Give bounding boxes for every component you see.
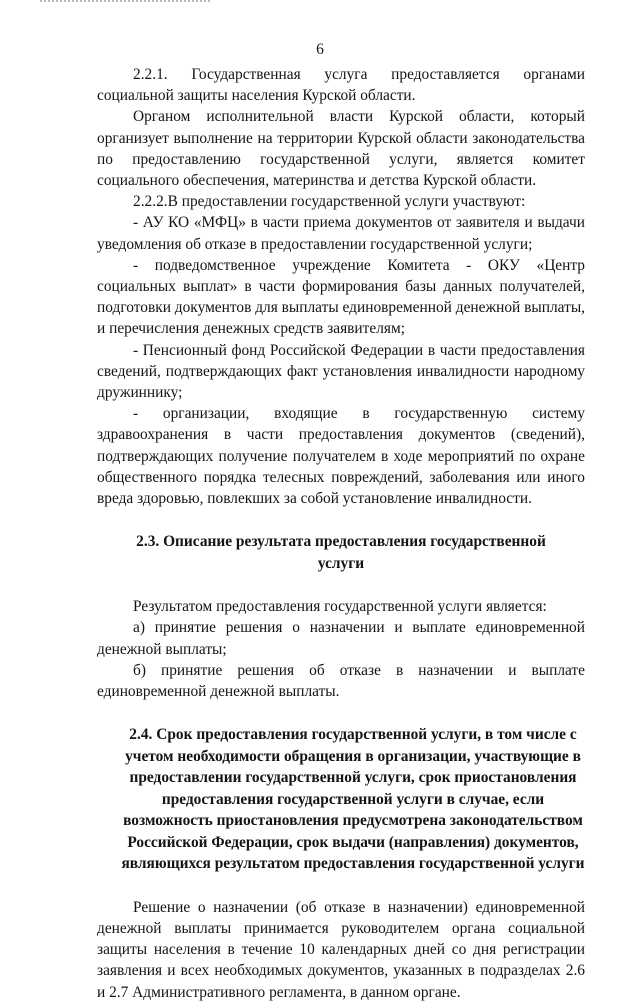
list-item-oku: - подведомственное учреждение Комитета - ОКУ «Центр социальных выплат» в части формирования базы данных получателей, подготовки документов для выплаты единовременной денежной выплаты, и перечисления денежных средств заявителям; [97,256,586,338]
scan-edge-artifact [40,0,210,4]
paragraph-result-a: а) принятие решения о назначении и выплате единовременной денежной выплаты; [97,619,585,658]
list-item-mfc: - АУ КО «МФЦ» в части приема документов от заявителя и выдачи уведомления об отказе в предоставлении государственной услуги; [97,214,585,253]
paragraph-result-intro: Результатом предоставления государственной услуги является: [133,598,547,616]
paragraph-executive-body: Органом исполнительной власти Курской области, который организует выполнение на территории Курской области законодательства по предоставлению государственной услуги, является комитет социального обеспечения, материнства и детства Курской области. [97,108,585,190]
paragraph-result-b: б) принятие решения об отказе в назначении и выплате единовременной денежной выплаты. [97,661,585,701]
page-number: 6 [316,41,324,58]
paragraph-2-2-2: 2.2.2.В предоставлении государственной услуги участвуют: [133,193,526,211]
heading-2-4: 2.4. Срок предоставления государственной услуги, в том числе с учетом необходимости обращения в организации, участвующие в предоставлении государственной услуги, срок приостановления предоставления государственной услуги в случае, если возможность приостановления предусмотрена законодательством Российской Федерации, срок выдачи (направления) документов, являющихся результатом предоставления государственной услуги [121,726,585,873]
paragraph-2-2-1: 2.2.1. Государственная услуга предоставляется органами социальной защиты населения Курской области. [97,66,585,105]
list-item-healthcare: - организации, входящие в государственную систему здравоохранения в части предоставления документов (сведений), подтверждающих получение получателем в ходе мероприятий по охране общественного порядка телесных повреждений, заболевания или иного вреда здоровью, повлекших за собой установление инвалидности. [97,405,585,508]
page-body [97,64,585,1003]
list-item-pension-fund: - Пенсионный фонд Российской Федерации в части предоставления сведений, подтверждающих факт установления инвалидности народному дружиннику; [97,341,585,402]
paragraph-decision-term: Решение о назначении (об отказе в назначении) единовременной денежной выплаты принимается руководителем органа социальной защиты населения в течение 10 календарных дней со дня регистрации заявления и всех необходимых документов, указанных в подразделах 2.6 и 2.7 Административного регламента, в данном органе. [97,898,585,1001]
heading-2-3: 2.3. Описание результата предоставления государственной услуги [136,533,546,572]
